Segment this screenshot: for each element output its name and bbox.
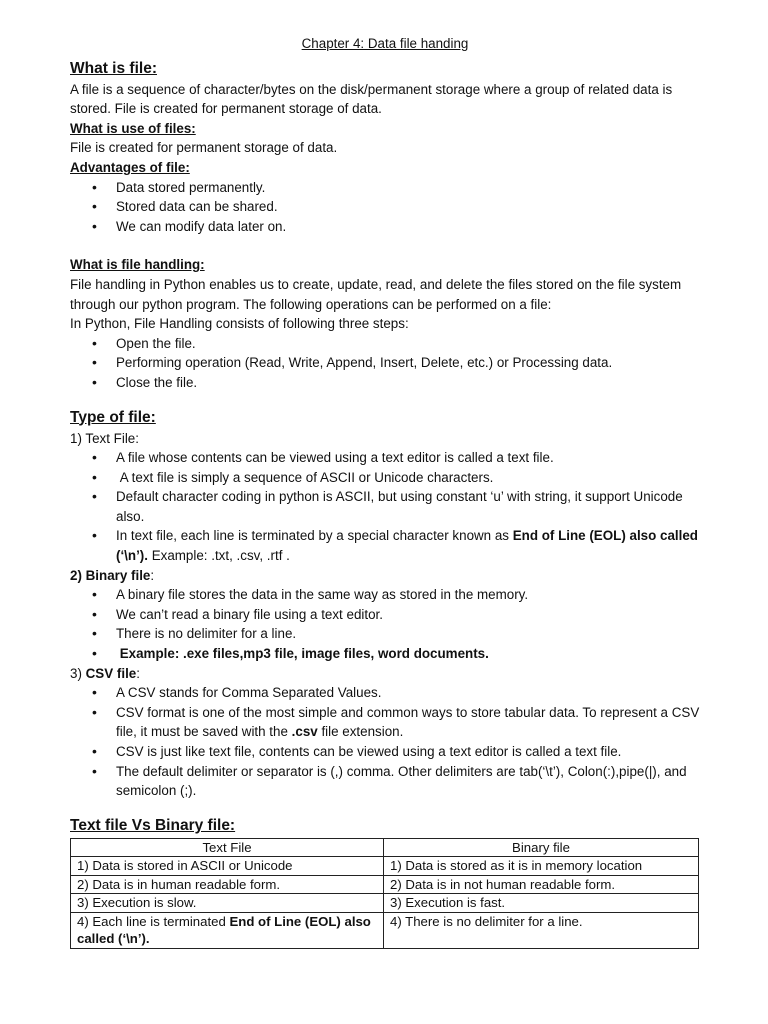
list-item [70, 526, 700, 565]
csv-title-suffix: : [136, 665, 140, 681]
file-handling-text1: File handling in Python enables us to create, update, read, and delete the files stored on the file system through our python program. The following operations can be performed on a file: [70, 276, 682, 312]
chapter-title: Chapter 4: Data file handing [301, 36, 469, 51]
table-cell: 2) Data is in human readable form. [71, 875, 384, 894]
last-row-left-bold: End of Line (EOL) also called (‘\n’). [77, 913, 371, 947]
table-row [71, 875, 699, 894]
binary-file-title-text: 2) Binary file [70, 567, 151, 583]
table-cell: 3) Execution is slow. [71, 894, 384, 913]
eol-pre: In text file, each line is terminated by a special character known as [116, 528, 513, 544]
text-file-list [70, 448, 700, 566]
csv-title-prefix: 3) [70, 665, 86, 681]
csv-file-title [70, 664, 700, 684]
list-item [70, 644, 700, 664]
table-cell: 3) Execution is fast. [384, 894, 699, 913]
list-item: • There is no delimiter for a line. [70, 624, 700, 644]
list-item: • A binary file stores the data in the same way as stored in the memory. [70, 585, 700, 605]
heading-what-is-file: What is file: [70, 59, 157, 77]
list-item: • Default character coding in python is ASCII, but using constant ‘u’ with string, it support Unicode also. [70, 487, 700, 526]
binary-file-list [70, 585, 700, 663]
heading-advantages: Advantages of file: [70, 159, 190, 175]
file-handling-text2: In Python, File Handling consists of following three steps: [70, 316, 409, 332]
list-item: • Data stored permanently. [70, 178, 700, 198]
text-file-title: 1) Text File: [70, 430, 139, 446]
use-of-files-text: File is created for permanent storage of data. [70, 140, 338, 156]
list-item: • Stored data can be shared. [70, 197, 700, 217]
csv-item2-pre: CSV format is one of the most simple and common ways to store tabular data. To represent a CSV file, it must be saved with the [116, 704, 700, 740]
binary-file-title-suffix: : [150, 567, 155, 583]
list-item: • A CSV stands for Comma Separated Values. [70, 683, 700, 703]
table-cell: 1) Data is stored as it is in memory location [384, 857, 699, 876]
table-cell: 2) Data is in not human readable form. [384, 875, 699, 894]
list-item: • A file whose contents can be viewed using a text editor is called a text file. [70, 448, 700, 468]
csv-item2-bold: .csv [291, 724, 318, 740]
document-page [70, 34, 700, 949]
table-cell: 4) There is no delimiter for a line. [384, 912, 699, 948]
binary-example: Example: .exe files,mp3 file, image files, word documents. [116, 646, 489, 662]
table-row [71, 912, 699, 948]
table-header-text-file: Text File [71, 838, 384, 857]
csv-title-text: CSV file [85, 665, 137, 681]
eol-post: Example: .txt, .csv, .rtf . [147, 548, 290, 564]
list-item: • CSV is just like text file, contents can be viewed using a text editor is called a text file. [70, 742, 700, 762]
what-is-file-text: A file is a sequence of character/bytes on the disk/permanent storage where a group of related data is stored. File is created for permanent storage of data. [70, 81, 673, 117]
list-item: • The default delimiter or separator is (,) comma. Other delimiters are tab(‘\t’), Colon(:),pipe(|), and semicolon (;). [70, 762, 700, 801]
comparison-table [70, 838, 699, 949]
list-item: • Performing operation (Read, Write, Append, Insert, Delete, etc.) or Processing data. [70, 353, 700, 373]
eol-bold: End of Line (EOL) also called (‘\n’). [116, 528, 698, 564]
binary-file-title [70, 566, 700, 586]
list-item [70, 703, 700, 742]
heading-file-handling: What is file handling: [70, 257, 205, 273]
heading-comparison: Text file Vs Binary file: [70, 816, 236, 834]
list-item: • We can modify data later on. [70, 217, 700, 237]
table-cell: 1) Data is stored in ASCII or Unicode [71, 857, 384, 876]
list-item: • We can’t read a binary file using a text editor. [70, 605, 700, 625]
table-header-binary-file: Binary file [384, 838, 699, 857]
list-item: • Open the file. [70, 334, 700, 354]
file-handling-steps [70, 334, 700, 393]
advantages-list [70, 178, 700, 237]
heading-use-of-files: What is use of files: [70, 120, 196, 136]
csv-file-list [70, 683, 700, 801]
table-row [71, 857, 699, 876]
table-row [71, 894, 699, 913]
last-row-left-pre: 4) Each line is terminated [77, 913, 230, 929]
list-item: • Close the file. [70, 373, 700, 393]
table-cell [71, 912, 384, 948]
csv-item2-post: file extension. [317, 724, 404, 740]
table-header-row [71, 838, 699, 857]
heading-type-of-file: Type of file: [70, 408, 156, 426]
list-item: • A text file is simply a sequence of ASCII or Unicode characters. [70, 468, 700, 488]
